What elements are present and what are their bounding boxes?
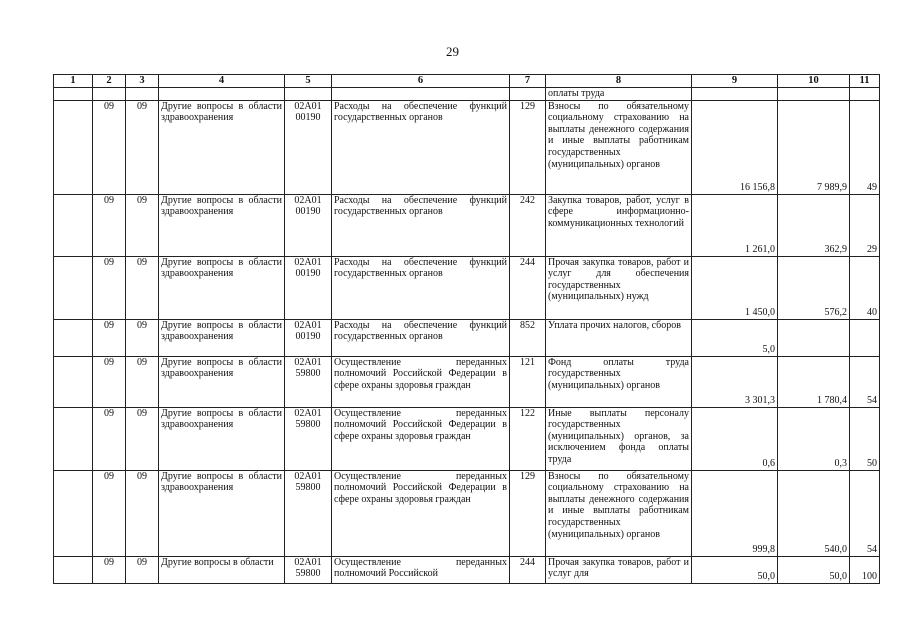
- expense-type-name: Прочая закупка товаров, работ и услуг для обеспечения государственных (муниципальных) нужд: [546, 256, 692, 319]
- expense-description: Осуществление переданных полномочий Российской Федерации в сфере охраны здоровья граждан: [332, 470, 510, 556]
- column-header: 1: [54, 75, 93, 88]
- section-code: 09: [93, 407, 126, 470]
- subsection-code: 09: [126, 407, 159, 470]
- expense-description: Осуществление переданных полномочий Российской: [332, 556, 510, 583]
- subsection-code: 09: [126, 470, 159, 556]
- expense-description: Расходы на обеспечение функций государственных органов: [332, 100, 510, 194]
- section-name: Другие вопросы в области здравоохранения: [159, 319, 285, 356]
- expense-type-name: Закупка товаров, работ, услуг в сфере информационно-коммуникационных технологий: [546, 194, 692, 256]
- expense-type-code: 122: [510, 407, 546, 470]
- execution-percent: 54: [850, 356, 880, 407]
- expense-description: Осуществление переданных полномочий Российской Федерации в сфере охраны здоровья граждан: [332, 407, 510, 470]
- expense-type-name: Взносы по обязательному социальному страхованию на выплаты денежного содержания и иные выплаты работникам государственных (муниципальных) органов: [546, 100, 692, 194]
- executed-amount: 1 780,4: [778, 356, 850, 407]
- section-name: Другие вопросы в области: [159, 556, 285, 583]
- target-article: 02А01 59800: [285, 356, 332, 407]
- planned-amount: 1 450,0: [692, 256, 778, 319]
- target-article: 02А01 00190: [285, 319, 332, 356]
- section-code: 09: [93, 319, 126, 356]
- executed-amount: 362,9: [778, 194, 850, 256]
- table-row: [54, 407, 880, 470]
- expense-type-code: 121: [510, 356, 546, 407]
- planned-amount: 0,6: [692, 407, 778, 470]
- section-name: Другие вопросы в области здравоохранения: [159, 100, 285, 194]
- execution-percent: 50: [850, 407, 880, 470]
- expense-description: Расходы на обеспечение функций государственных органов: [332, 319, 510, 356]
- execution-percent: 54: [850, 470, 880, 556]
- column-header: 4: [159, 75, 285, 88]
- executed-amount: [778, 319, 850, 356]
- section-code: 09: [93, 194, 126, 256]
- executed-amount: 540,0: [778, 470, 850, 556]
- subsection-code: 09: [126, 256, 159, 319]
- executed-amount: 50,0: [778, 556, 850, 583]
- target-article: 02А01 59800: [285, 407, 332, 470]
- section-code: 09: [93, 556, 126, 583]
- continuation-row: [54, 88, 880, 101]
- planned-amount: 16 156,8: [692, 100, 778, 194]
- expense-description: Расходы на обеспечение функций государственных органов: [332, 256, 510, 319]
- table-row: [54, 256, 880, 319]
- expense-type-name: Иные выплаты персоналу государственных (муниципальных) органов, за исключением фонда оплаты труда: [546, 407, 692, 470]
- execution-percent: 49: [850, 100, 880, 194]
- expense-type-code: 244: [510, 556, 546, 583]
- planned-amount: 1 261,0: [692, 194, 778, 256]
- section-name: Другие вопросы в области здравоохранения: [159, 470, 285, 556]
- column-header: 7: [510, 75, 546, 88]
- section-code: 09: [93, 356, 126, 407]
- planned-amount: 5,0: [692, 319, 778, 356]
- executed-amount: 7 989,9: [778, 100, 850, 194]
- continuation-text: оплаты труда: [546, 88, 692, 101]
- target-article: 02А01 00190: [285, 194, 332, 256]
- executed-amount: 576,2: [778, 256, 850, 319]
- target-article: 02А01 59800: [285, 470, 332, 556]
- table-row: [54, 194, 880, 256]
- section-name: Другие вопросы в области здравоохранения: [159, 256, 285, 319]
- table-row: [54, 319, 880, 356]
- expense-type-name: Взносы по обязательному социальному страхованию на выплаты денежного содержания и иные выплаты работникам государственных (муниципальных) органов: [546, 470, 692, 556]
- column-header: 5: [285, 75, 332, 88]
- subsection-code: 09: [126, 194, 159, 256]
- planned-amount: 3 301,3: [692, 356, 778, 407]
- expense-type-code: 129: [510, 100, 546, 194]
- expense-type-code: 244: [510, 256, 546, 319]
- planned-amount: 50,0: [692, 556, 778, 583]
- expense-type-name: Прочая закупка товаров, работ и услуг для: [546, 556, 692, 583]
- expense-type-code: 242: [510, 194, 546, 256]
- budget-table: [53, 74, 880, 584]
- section-name: Другие вопросы в области здравоохранения: [159, 407, 285, 470]
- column-header: 8: [546, 75, 692, 88]
- expense-description: Расходы на обеспечение функций государственных органов: [332, 194, 510, 256]
- expense-type-name: Уплата прочих налогов, сборов: [546, 319, 692, 356]
- expense-description: Осуществление переданных полномочий Российской Федерации в сфере охраны здоровья граждан: [332, 356, 510, 407]
- planned-amount: 999,8: [692, 470, 778, 556]
- subsection-code: 09: [126, 100, 159, 194]
- section-name: Другие вопросы в области здравоохранения: [159, 194, 285, 256]
- execution-percent: 40: [850, 256, 880, 319]
- expense-type-code: 129: [510, 470, 546, 556]
- table-row: [54, 100, 880, 194]
- table-row: [54, 356, 880, 407]
- expense-type-code: 852: [510, 319, 546, 356]
- expense-type-name: Фонд оплаты труда государственных (муниципальных) органов: [546, 356, 692, 407]
- table-row: [54, 556, 880, 583]
- target-article: 02А01 59800: [285, 556, 332, 583]
- section-name: Другие вопросы в области здравоохранения: [159, 356, 285, 407]
- table-header-row: [54, 75, 880, 88]
- table-row: [54, 470, 880, 556]
- target-article: 02А01 00190: [285, 100, 332, 194]
- column-header: 6: [332, 75, 510, 88]
- page-number: 29: [446, 44, 459, 59]
- subsection-code: 09: [126, 556, 159, 583]
- executed-amount: 0,3: [778, 407, 850, 470]
- section-code: 09: [93, 100, 126, 194]
- column-header: 10: [778, 75, 850, 88]
- column-header: 3: [126, 75, 159, 88]
- subsection-code: 09: [126, 319, 159, 356]
- section-code: 09: [93, 256, 126, 319]
- execution-percent: [850, 319, 880, 356]
- subsection-code: 09: [126, 356, 159, 407]
- column-header: 2: [93, 75, 126, 88]
- execution-percent: 29: [850, 194, 880, 256]
- column-header: 9: [692, 75, 778, 88]
- target-article: 02А01 00190: [285, 256, 332, 319]
- section-code: 09: [93, 470, 126, 556]
- column-header: 11: [850, 75, 880, 88]
- execution-percent: 100: [850, 556, 880, 583]
